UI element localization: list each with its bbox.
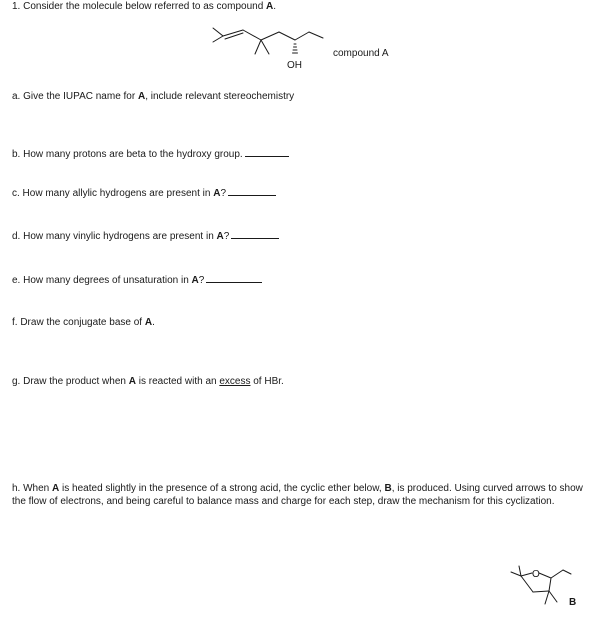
compound-a-label: compound A [333, 48, 389, 59]
answer-blank-d[interactable] [231, 229, 279, 239]
oh-label: OH [287, 60, 302, 71]
ring-oxygen-label: O [532, 569, 540, 580]
question-e: e. How many degrees of unsaturation in A? [12, 273, 262, 287]
question-1: 1. Consider the molecule below referred to as compound A. [12, 1, 277, 12]
compound-b-label: B [569, 597, 577, 608]
answer-blank-c[interactable] [228, 186, 276, 196]
question-g: g. Draw the product when A is reacted with an excess of HBr. [12, 376, 284, 387]
answer-blank-e[interactable] [206, 273, 262, 283]
compound-a-structure [205, 20, 335, 80]
question-h: h. When A is heated slightly in the presence of a strong acid, the cyclic ether below, B, is produced. Using curved arrows to show the flow of electrons, and being careful to balance mass and charge for each step, draw the mechanism for this cyclization. [12, 483, 583, 507]
question-d: d. How many vinylic hydrogens are present in A? [12, 229, 279, 243]
question-c: c. How many allylic hydrogens are present in A? [12, 186, 276, 200]
answer-blank-b[interactable] [245, 147, 289, 157]
question-b: b. How many protons are beta to the hydroxy group. [12, 147, 289, 161]
question-a: a. Give the IUPAC name for A, include relevant stereochemistry [12, 91, 295, 102]
question-f: f. Draw the conjugate base of A. [12, 317, 155, 328]
